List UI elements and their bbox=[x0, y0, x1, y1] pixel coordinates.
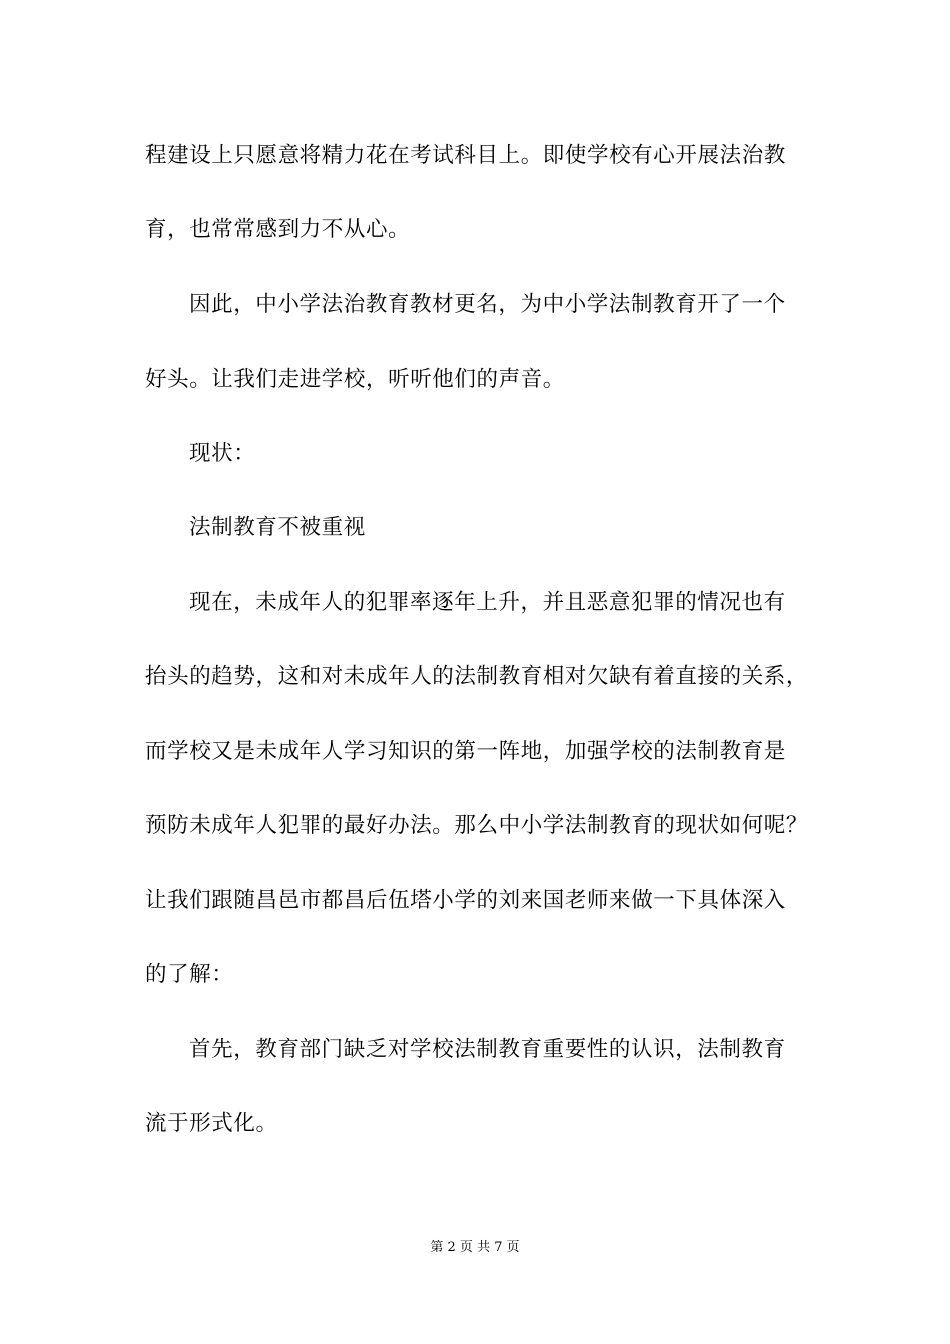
footer-suffix: 页 bbox=[506, 1240, 520, 1255]
section-heading: 现状： bbox=[189, 441, 256, 466]
text-line: 程建设上只愿意将精力花在考试科目上。即使学校有心开展法治教 bbox=[145, 143, 786, 168]
footer-total-word: 共 bbox=[477, 1240, 491, 1255]
text-line: 预防未成年人犯罪的最好办法。那么中小学法制教育的现状如何呢？ bbox=[145, 813, 809, 838]
text-line: 而学校又是未成年人学习知识的第一阵地，加强学校的法制教育是 bbox=[145, 739, 786, 764]
text-line: 流于形式化。 bbox=[145, 1111, 278, 1136]
text-line: 抬头的趋势，这和对未成年人的法制教育相对欠缺有着直接的关系， bbox=[145, 664, 809, 689]
total-page-count: 7 bbox=[494, 1240, 503, 1255]
text-line: 让我们跟随昌邑市都昌后伍塔小学的刘来国老师来做一下具体深入 bbox=[145, 888, 786, 913]
footer-page-word: 页 bbox=[459, 1240, 473, 1255]
page-footer bbox=[0, 1238, 950, 1258]
text-line: 好头。让我们走进学校，听听他们的声音。 bbox=[145, 367, 565, 392]
current-page-number: 2 bbox=[447, 1240, 456, 1255]
footer-prefix: 第 bbox=[430, 1240, 444, 1255]
paragraph-start: 现在，未成年人的犯罪率逐年上升，并且恶意犯罪的情况也有 bbox=[189, 590, 786, 615]
subheading: 法制教育不被重视 bbox=[189, 515, 366, 540]
paragraph-start: 因此，中小学法治教育教材更名，为中小学法制教育开了一个 bbox=[189, 292, 786, 317]
text-line: 的了解： bbox=[145, 962, 234, 987]
paragraph-start: 首先，教育部门缺乏对学校法制教育重要性的认识，法制教育 bbox=[189, 1037, 786, 1062]
text-line: 育，也常常感到力不从心。 bbox=[145, 217, 411, 242]
